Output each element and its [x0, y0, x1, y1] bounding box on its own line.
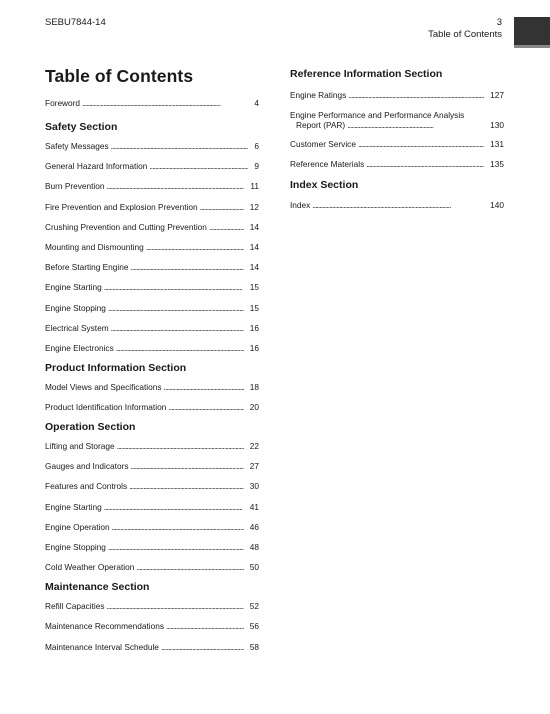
toc-entry-label: Maintenance Recommendations	[45, 621, 164, 632]
toc-entry-label: Customer Service	[290, 139, 356, 149]
dot-leader	[166, 621, 244, 631]
toc-entry[interactable]	[45, 621, 259, 631]
dot-leader	[149, 161, 248, 171]
toc-entry[interactable]	[45, 502, 259, 512]
toc-entry-customer-service[interactable]	[290, 139, 504, 149]
dot-leader	[146, 242, 244, 252]
toc-entry[interactable]	[45, 522, 259, 532]
toc-entry-page: 16	[249, 342, 259, 353]
toc-entry-page: 15	[249, 302, 259, 313]
toc-entry-label: Engine Electronics	[45, 342, 114, 353]
toc-entry[interactable]	[45, 441, 259, 451]
section-heading-operation: Operation Section	[45, 421, 136, 434]
section-heading-index: Index Section	[290, 179, 359, 191]
toc-entry-label: Engine Starting	[45, 501, 102, 512]
dot-leader	[104, 502, 244, 512]
toc-entry-page: 9	[254, 161, 259, 172]
toc-entry-page: 12	[249, 201, 259, 212]
toc-entry-page: 11	[250, 181, 259, 192]
toc-entry-label: Engine Ratings	[290, 90, 347, 100]
page-title: Table of Contents	[45, 66, 194, 86]
product-entries	[45, 382, 259, 412]
dot-leader	[347, 120, 484, 130]
dot-leader	[106, 601, 243, 611]
dot-leader	[107, 181, 245, 191]
toc-entry-page: 46	[249, 521, 259, 532]
toc-entry[interactable]	[45, 542, 259, 552]
dot-leader	[366, 159, 484, 169]
section-tab-marker-edge	[514, 45, 550, 48]
toc-entry[interactable]	[45, 222, 259, 232]
toc-entry-label: Safety Messages	[45, 141, 109, 151]
toc-entry[interactable]	[45, 141, 259, 151]
toc-entry[interactable]	[45, 402, 259, 412]
toc-entry-page: 18	[249, 381, 259, 392]
toc-entry[interactable]	[45, 202, 259, 212]
toc-entry-page: 140	[490, 200, 504, 210]
dot-leader	[200, 202, 244, 212]
toc-entry-label: Cold Weather Operation	[45, 562, 135, 573]
toc-entry[interactable]	[45, 382, 259, 392]
toc-entry[interactable]	[45, 461, 259, 471]
dot-leader	[348, 90, 484, 100]
toc-entry-index[interactable]	[290, 200, 504, 210]
section-tab-marker	[514, 17, 550, 45]
toc-entry-label: Before Starting Engine	[45, 262, 129, 273]
toc-entry[interactable]	[45, 181, 259, 191]
toc-entry-label: Refill Capacities	[45, 601, 105, 612]
toc-entry-engine-ratings[interactable]	[290, 90, 504, 100]
toc-entry-page: 50	[249, 562, 259, 573]
section-heading-safety: Safety Section	[45, 121, 118, 133]
toc-entry-label: Engine Stopping	[45, 302, 106, 313]
toc-entry-label: Engine Stopping	[45, 542, 106, 552]
toc-entry-label: General Hazard Information	[45, 161, 148, 172]
toc-entry-label: Lifting and Storage	[45, 441, 115, 452]
toc-entry-label-line2: Report (PAR)	[296, 120, 346, 130]
toc-entry-page: 14	[249, 262, 259, 273]
toc-entry-page: 131	[490, 139, 504, 149]
toc-entry-page: 52	[249, 601, 259, 612]
dot-leader	[104, 282, 244, 292]
toc-entry-page: 130	[490, 120, 504, 130]
dot-leader	[82, 98, 248, 108]
toc-entry-page: 30	[249, 481, 259, 492]
operation-entries	[45, 441, 259, 572]
dot-leader	[116, 343, 244, 353]
dot-leader	[164, 382, 244, 392]
toc-entry-label: Maintenance Interval Schedule	[45, 641, 159, 652]
document-id: SEBU7844-14	[45, 17, 106, 28]
toc-entry-page: 14	[249, 221, 259, 232]
toc-entry-label: Engine Operation	[45, 521, 110, 532]
dot-leader	[358, 139, 484, 149]
toc-entry-label: Gauges and Indicators	[45, 461, 129, 472]
toc-entry[interactable]	[45, 562, 259, 572]
toc-entry-label: Features and Controls	[45, 481, 128, 492]
toc-entry-label: Burn Prevention	[45, 181, 105, 192]
toc-entry-label: Fire Prevention and Explosion Prevention	[45, 201, 198, 212]
toc-entry-label: Index	[290, 200, 311, 210]
toc-entry[interactable]	[45, 642, 259, 652]
toc-entry[interactable]	[45, 242, 259, 252]
section-heading-product: Product Information Section	[45, 361, 187, 374]
toc-entry-reference-materials[interactable]	[290, 159, 504, 169]
page-header	[428, 17, 502, 41]
toc-entry-page: 48	[249, 542, 259, 552]
section-heading-reference: Reference Information Section	[290, 68, 443, 80]
dot-leader	[161, 642, 244, 652]
dot-leader	[209, 222, 244, 232]
dot-leader	[112, 522, 244, 532]
toc-entry[interactable]	[45, 282, 259, 292]
toc-entry-label: Crushing Prevention and Cutting Prevention	[45, 221, 207, 232]
toc-entry-page: 27	[249, 461, 259, 472]
toc-left-column	[45, 66, 259, 652]
page-number: 3	[496, 17, 502, 28]
dot-leader	[130, 262, 243, 272]
toc-entry[interactable]	[45, 481, 259, 491]
dot-leader	[168, 402, 243, 412]
toc-entry-line2	[290, 120, 504, 130]
toc-entry-label: Model Views and Specifications	[45, 381, 162, 392]
toc-entry-page: 15	[249, 282, 259, 293]
toc-entry-page: 14	[249, 241, 259, 252]
safety-entries	[45, 141, 259, 353]
toc-entry-page: 58	[249, 641, 259, 652]
toc-entry-label: Engine Starting	[45, 282, 102, 293]
toc-entry-par[interactable]	[290, 110, 504, 130]
toc-entry[interactable]	[45, 303, 259, 313]
dot-leader	[108, 303, 244, 313]
dot-leader	[136, 562, 243, 572]
toc-entry-foreword[interactable]	[45, 98, 259, 108]
toc-entry-page: 135	[490, 159, 504, 169]
toc-entry-page: 20	[249, 402, 259, 413]
toc-entry-page: 56	[249, 621, 259, 632]
dot-leader	[111, 141, 249, 151]
toc-entry-label: Mounting and Dismounting	[45, 241, 144, 252]
toc-entry[interactable]	[45, 343, 259, 353]
toc-entry-label: Reference Materials	[290, 159, 365, 169]
running-title: Table of Contents	[428, 29, 502, 40]
dot-leader	[312, 200, 484, 210]
toc-entry[interactable]	[45, 601, 259, 611]
toc-entry-label: Foreword	[45, 98, 81, 108]
dot-leader	[130, 461, 243, 471]
dot-leader	[129, 481, 244, 491]
toc-entry-page: 22	[249, 441, 259, 452]
toc-entry-label: Product Identification Information	[45, 402, 167, 413]
dot-leader	[108, 542, 244, 552]
toc-entry-page: 6	[254, 141, 259, 151]
dot-leader	[111, 323, 244, 333]
toc-entry[interactable]	[45, 262, 259, 272]
section-heading-maintenance: Maintenance Section	[45, 581, 150, 594]
toc-entry-label: Electrical System	[45, 322, 109, 333]
toc-entry-page: 4	[254, 98, 259, 108]
toc-right-column	[290, 68, 504, 210]
toc-entry-page: 41	[249, 501, 259, 512]
toc-entry-label-line1: Engine Performance and Performance Analysis	[290, 110, 465, 120]
toc-entry-page: 16	[249, 322, 259, 333]
dot-leader	[117, 441, 244, 451]
toc-entry[interactable]	[45, 323, 259, 333]
toc-entry-page: 127	[490, 90, 504, 100]
maintenance-entries	[45, 601, 259, 651]
toc-entry[interactable]	[45, 161, 259, 171]
